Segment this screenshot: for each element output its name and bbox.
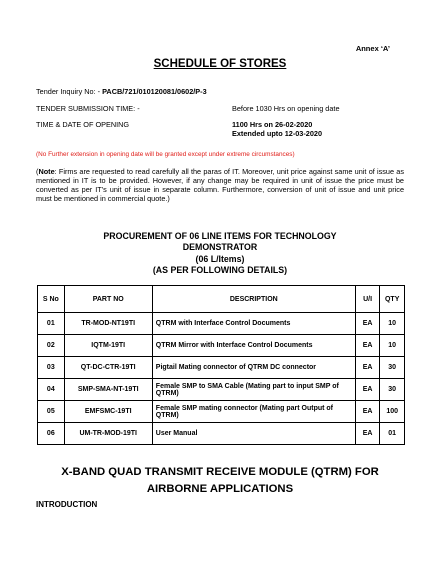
table-row bbox=[38, 313, 405, 335]
cell-qty: 10 bbox=[380, 313, 405, 335]
cell-sno: 04 bbox=[38, 379, 65, 401]
procurement-line1: PROCUREMENT OF 06 LINE ITEMS FOR TECHNOLOGY bbox=[103, 231, 337, 241]
table-row bbox=[38, 335, 405, 357]
cell-unit: EA bbox=[355, 357, 380, 379]
page-title: SCHEDULE OF STORES bbox=[153, 58, 287, 70]
opening-label: TIME & DATE OF OPENING bbox=[36, 120, 130, 129]
table-row bbox=[38, 357, 405, 379]
cell-unit: EA bbox=[355, 379, 380, 401]
procurement-line2: DEMONSTRATOR bbox=[182, 242, 258, 253]
tender-inquiry-row bbox=[36, 87, 207, 96]
cell-unit: EA bbox=[355, 423, 380, 445]
cell-description: Female SMP to SMA Cable (Mating part to input SMP of QTRM) bbox=[152, 379, 355, 401]
opening-row bbox=[36, 120, 406, 144]
cell-qty: 10 bbox=[380, 335, 405, 357]
submission-label: TENDER SUBMISSION TIME: - bbox=[36, 104, 140, 113]
section-heading-line1: X-BAND QUAD TRANSMIT RECEIVE MODULE (QTRM) FOR bbox=[61, 466, 379, 478]
header-description: DESCRIPTION bbox=[152, 286, 355, 313]
cell-description: User Manual bbox=[152, 423, 355, 445]
procurement-line4: (AS PER FOLLOWING DETAILS) bbox=[152, 265, 288, 276]
header-unit: U/I bbox=[355, 286, 380, 313]
cell-sno: 05 bbox=[38, 401, 65, 423]
cell-sno: 06 bbox=[38, 423, 65, 445]
cell-qty: 30 bbox=[380, 379, 405, 401]
table-row bbox=[38, 379, 405, 401]
note-label: Note bbox=[38, 167, 55, 176]
header-qty: QTY bbox=[380, 286, 405, 313]
header-part-no: PART NO bbox=[64, 286, 152, 313]
cell-description: QTRM Mirror with Interface Control Documents bbox=[152, 335, 355, 357]
section-heading bbox=[20, 464, 420, 498]
cell-unit: EA bbox=[355, 313, 380, 335]
extension-notice: (No Further extension in opening date will be granted except under extreme circumstances) bbox=[36, 151, 295, 158]
cell-part-no: IQTM-19TI bbox=[64, 335, 152, 357]
table-header-row bbox=[38, 286, 405, 313]
annex-label: Annex ‘A’ bbox=[355, 44, 390, 53]
tender-inquiry-label: Tender Inquiry No: - bbox=[36, 87, 103, 96]
cell-part-no: TR-MOD-NT19TI bbox=[64, 313, 152, 335]
table-row bbox=[38, 401, 405, 423]
procurement-line3: (06 L/Items) bbox=[195, 253, 245, 264]
cell-unit: EA bbox=[355, 401, 380, 423]
cell-part-no: UM-TR-MOD-19TI bbox=[64, 423, 152, 445]
cell-part-no: SMP-SMA-NT-19TI bbox=[64, 379, 152, 401]
cell-unit: EA bbox=[355, 335, 380, 357]
note-paragraph: (Note: Firms are requested to read carefully all the paras of IT. Moreover, unit price against same unit of issue as mentioned in IT is to be provided. However, if any change may be required in unit of issue the price must be converted as per IT’s unit of issue in separate column. Furthermore, conversion of unit of issue and unit price must be mentioned in commercial quote.) bbox=[36, 167, 404, 204]
opening-value-line1: 1100 Hrs on 26-02-2020 bbox=[232, 120, 313, 129]
items-table bbox=[37, 285, 405, 445]
cell-description: QTRM with Interface Control Documents bbox=[152, 313, 355, 335]
cell-description: Female SMP mating connector (Mating part Output of QTRM) bbox=[152, 401, 355, 423]
section-heading-line2: AIRBORNE APPLICATIONS bbox=[146, 482, 294, 495]
cell-part-no: EMFSMC-19TI bbox=[64, 401, 152, 423]
submission-row bbox=[36, 104, 340, 113]
table-row bbox=[38, 423, 405, 445]
header-sno: S No bbox=[38, 286, 65, 313]
cell-part-no: QT-DC-CTR-19TI bbox=[64, 357, 152, 379]
cell-sno: 02 bbox=[38, 335, 65, 357]
cell-sno: 01 bbox=[38, 313, 65, 335]
procurement-heading bbox=[60, 231, 380, 277]
submission-value: Before 1030 Hrs on opening date bbox=[232, 104, 340, 113]
cell-qty: 01 bbox=[380, 423, 405, 445]
cell-qty: 30 bbox=[380, 357, 405, 379]
opening-value-line2: Extended upto 12-03-2020 bbox=[232, 129, 323, 138]
cell-description: Pigtail Mating connector of QTRM DC connector bbox=[152, 357, 355, 379]
tender-inquiry-value: PACB/721/010120081/0602/P-3 bbox=[102, 87, 207, 96]
opening-value bbox=[232, 120, 322, 138]
note-text: : Firms are requested to read carefully all the paras of IT. Moreover, unit price against same unit of issue as mentioned in IT is to be provided. However, if any change may be required in unit of issue the price must be converted as per IT’s unit of issue in separate column. Furthermore, conversion of unit of issue and unit price must be mentioned in commercial quote.) bbox=[36, 167, 404, 204]
cell-qty: 100 bbox=[380, 401, 405, 423]
cell-sno: 03 bbox=[38, 357, 65, 379]
introduction-heading: INTRODUCTION bbox=[36, 500, 98, 509]
